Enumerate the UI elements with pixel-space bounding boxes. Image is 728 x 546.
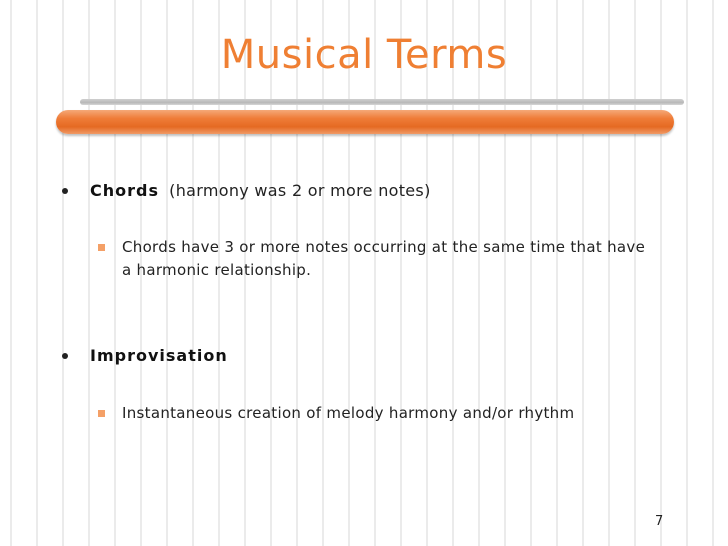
bullet-text bbox=[90, 181, 431, 200]
sub-bullet-improvisation bbox=[98, 402, 658, 425]
bullet-chords bbox=[62, 181, 431, 200]
bullet-term: Chords bbox=[90, 181, 159, 200]
square-bullet-icon bbox=[98, 244, 105, 251]
square-bullet-icon bbox=[98, 410, 105, 417]
sub-bullet-chords bbox=[98, 236, 658, 282]
sub-bullet-text: Chords have 3 or more notes occurring at the same time that have a harmonic relationship. bbox=[122, 238, 646, 279]
page-number: 7 bbox=[655, 514, 664, 529]
bullet-dot-icon bbox=[62, 188, 68, 194]
bullet-text bbox=[90, 346, 228, 365]
bullet-dot-icon bbox=[62, 353, 68, 359]
sub-bullet-text: Instantaneous creation of melody harmony and/or rhythm bbox=[122, 404, 575, 422]
bullet-note: (harmony was 2 or more notes) bbox=[169, 181, 431, 200]
title-divider-gray bbox=[80, 99, 684, 105]
slide-title: Musical Terms bbox=[220, 32, 508, 78]
title-divider-orange bbox=[56, 110, 674, 134]
bullet-improvisation bbox=[62, 346, 228, 365]
bullet-term: Improvisation bbox=[90, 346, 228, 365]
